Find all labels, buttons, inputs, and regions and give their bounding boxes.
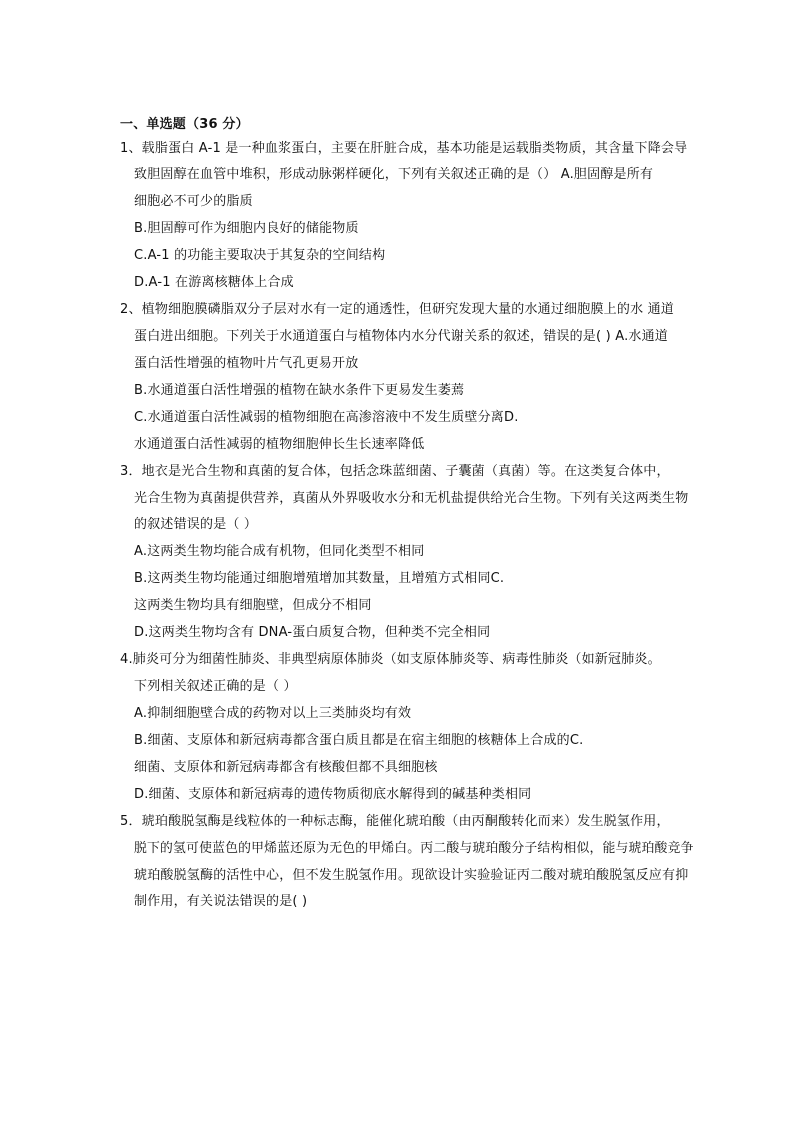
option-a: 细胞必不可少的脂质 — [134, 194, 253, 209]
option-c: C.水通道蛋白活性减弱的植物细胞在高渗溶液中不发生质壁分离D. — [134, 410, 519, 425]
option-b: B.这两类生物均能通过细胞增殖增加其数量，且增殖方式相同C. — [134, 571, 505, 586]
question-stem-line: 5．琥珀酸脱氢酶是线粒体的一种标志酶，能催化琥珀酸（由丙酮酸转化而来）发生脱氢作用， — [120, 814, 670, 829]
option-d: 水通道蛋白活性减弱的植物细胞伸长生长速率降低 — [134, 437, 425, 452]
question-stem-line: 琥珀酸脱氢酶的活性中心，但不发生脱氢作用。现欲设计实验验证丙二酸对琥珀酸脱氢反应有抑 — [134, 868, 689, 883]
option-b: B.胆固醇可作为细胞内良好的储能物质 — [134, 221, 359, 236]
question-stem-line: 制作用，有关说法错误的是( ) — [134, 894, 308, 909]
question-stem-line: 的叙述错误的是（ ） — [134, 517, 258, 532]
option-c: C.A-1 的功能主要取决于其复杂的空间结构 — [134, 248, 386, 263]
option-d: D.A-1 在游离核糖体上合成 — [134, 275, 294, 290]
option-a: A.这两类生物均能合成有机物，但同化类型不相同 — [134, 544, 425, 559]
question-stem-line: 蛋白进出细胞。下列关于水通道蛋白与植物体内水分代谢关系的叙述，错误的是( ) A.水通道 — [134, 329, 669, 344]
question-stem-line: 下列相关叙述正确的是（ ） — [134, 679, 297, 694]
section-title: 一、单选题（36 分） — [120, 117, 249, 132]
option-a: A.抑制细胞壁合成的药物对以上三类肺炎均有效 — [134, 706, 412, 721]
option-c: 细菌、支原体和新冠病毒都含有核酸但都不具细胞核 — [134, 760, 438, 775]
option-b: B.细菌、支原体和新冠病毒都含蛋白质且都是在宿主细胞的核糖体上合成的C. — [134, 733, 584, 748]
question-stem-line: 1、载脂蛋白 A-1 是一种血浆蛋白，主要在肝脏合成，基本功能是运载脂类物质，其含量下降会导 — [120, 141, 688, 156]
question-stem-line: 4.肺炎可分为细菌性肺炎、非典型病原体肺炎（如支原体肺炎等、病毒性肺炎（如新冠肺炎。 — [120, 652, 661, 667]
question-stem-line: 光合生物为真菌提供营养，真菌从外界吸收水分和无机盐提供给光合生物。下列有关这两类生物 — [134, 491, 689, 506]
option-b: B.水通道蛋白活性增强的植物在缺水条件下更易发生萎蔫 — [134, 383, 465, 398]
option-d: D.细菌、支原体和新冠病毒的遗传物质彻底水解得到的碱基种类相同 — [134, 787, 532, 802]
question-stem-line: 2、植物细胞膜磷脂双分子层对水有一定的通透性，但研究发现大量的水通过细胞膜上的水 通道 — [120, 302, 675, 317]
question-stem-line: 3．地衣是光合生物和真菌的复合体，包括念珠蓝细菌、子囊菌（真菌）等。在这类复合体中， — [120, 464, 670, 479]
option-d: D.这两类生物均含有 DNA-蛋白质复合物，但种类不完全相同 — [134, 625, 491, 640]
question-stem-line: 脱下的氢可使蓝色的甲烯蓝还原为无色的甲烯白。丙二酸与琥珀酸分子结构相似，能与琥珀酸竞争 — [134, 841, 694, 856]
question-stem-line: 致胆固醇在血管中堆积，形成动脉粥样硬化，下列有关叙述正确的是（） A.胆固醇是所有 — [134, 167, 654, 182]
option-a: 蛋白活性增强的植物叶片气孔更易开放 — [134, 356, 359, 371]
option-c: 这两类生物均具有细胞壁，但成分不相同 — [134, 598, 372, 613]
